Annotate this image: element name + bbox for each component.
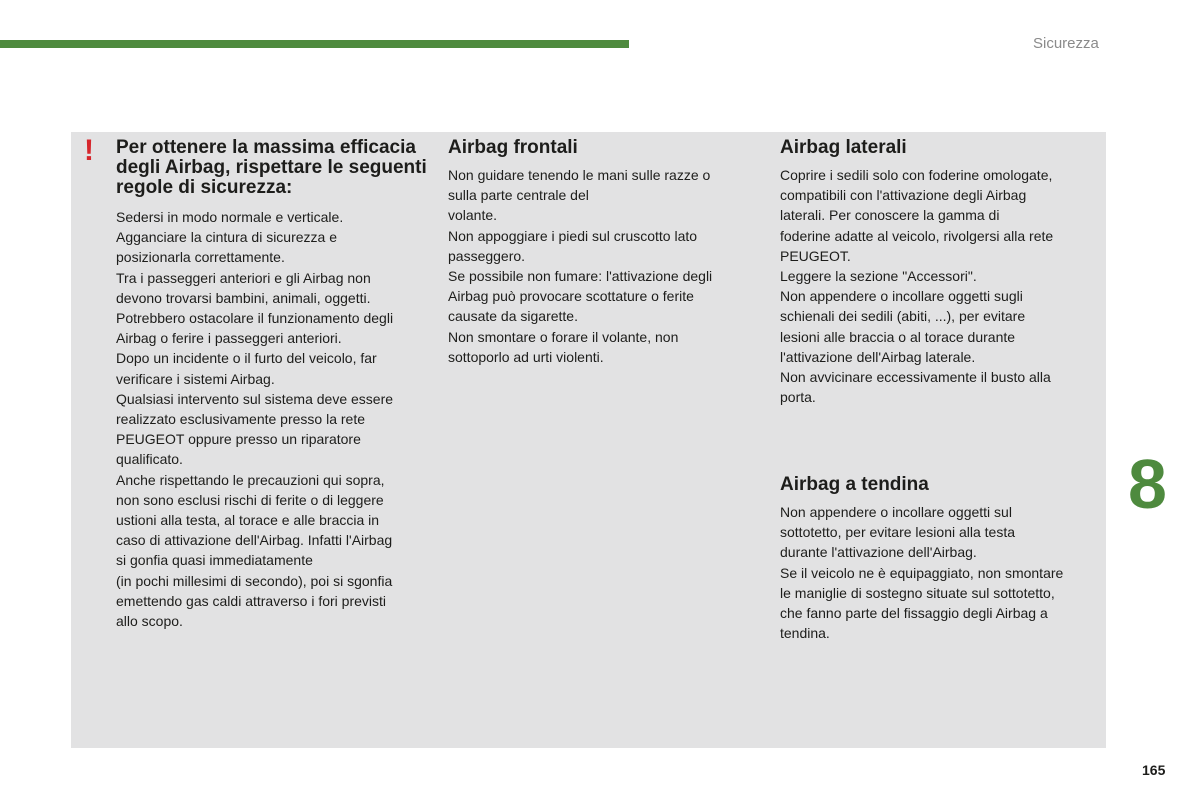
text-line: Non appendere o incollare oggetti sul <box>780 504 1012 520</box>
text-line: foderine adatte al veicolo, rivolgersi alla rete <box>780 227 1054 244</box>
text-line: realizzato esclusivamente presso la rete <box>116 411 366 428</box>
text-line: passeggero. <box>448 247 526 264</box>
text-line: Non appoggiare i piedi sul cruscotto lato <box>448 227 698 244</box>
text-line: ustioni alla testa, al torace e alle braccia in <box>116 512 380 529</box>
text-line: porta. <box>780 389 816 406</box>
text-line: non sono esclusi rischi di ferite o di leggere <box>116 491 384 508</box>
text-line: Non guidare tenendo le mani sulle razze o <box>448 167 711 183</box>
text-line: Non appendere o incollare oggetti sugli <box>780 288 1023 305</box>
header-accent-bar <box>0 40 629 48</box>
text-line: compatibili con l'attivazione degli Airbag <box>780 187 1027 204</box>
frontali-title: Airbag frontali <box>448 137 578 158</box>
text-line: devono trovarsi bambini, animali, oggetti. <box>116 289 371 306</box>
text-line: Airbag può provocare scottature o ferite <box>448 288 694 305</box>
text-line: l'attivazione dell'Airbag laterale. <box>780 348 976 365</box>
frontali-body <box>448 165 748 367</box>
text-line: che fanno parte del fissaggio degli Airbag a <box>780 605 1048 622</box>
laterali-body <box>780 165 1100 407</box>
warning-column <box>116 138 434 631</box>
text-line: sulla parte centrale del <box>448 187 589 204</box>
text-line: volante. <box>448 207 498 224</box>
text-line: (in pochi millesimi di secondo), poi si sgonfia <box>116 572 393 589</box>
text-line: Coprire i sedili solo con foderine omologate, <box>780 167 1053 183</box>
frontali-column <box>448 138 748 367</box>
text-line: Agganciare la cintura di sicurezza e <box>116 229 338 246</box>
text-line: Sedersi in modo normale e verticale. <box>116 209 344 225</box>
tendina-title: Airbag a tendina <box>780 474 929 495</box>
page-number: 165 <box>1142 762 1166 778</box>
text-line: Airbag o ferire i passeggeri anteriori. <box>116 330 342 347</box>
text-line: laterali. Per conoscere la gamma di <box>780 207 1000 224</box>
text-line: Dopo un incidente o il furto del veicolo, far <box>116 350 377 367</box>
text-line: Anche rispettando le precauzioni qui sopra, <box>116 471 385 488</box>
text-line: qualificato. <box>116 451 183 468</box>
text-line: Qualsiasi intervento sul sistema deve essere <box>116 390 394 407</box>
text-line: Potrebbero ostacolare il funzionamento degli <box>116 310 394 327</box>
text-line: Se il veicolo ne è equipaggiato, non smontare <box>780 564 1064 581</box>
text-line: allo scopo. <box>116 613 183 630</box>
text-line: le maniglie di sostegno situate sul sottotetto, <box>780 584 1055 601</box>
laterali-title: Airbag laterali <box>780 137 907 158</box>
tendina-body <box>780 502 1100 643</box>
text-line: verificare i sistemi Airbag. <box>116 370 275 387</box>
text-line: emettendo gas caldi attraverso i fori previsti <box>116 592 387 609</box>
text-line: caso di attivazione dell'Airbag. Infatti l'Airbag <box>116 532 393 549</box>
text-line: causate da sigarette. <box>448 308 578 325</box>
text-line: schienali dei sedili (abiti, ...), per evitare <box>780 308 1026 325</box>
laterali-column <box>780 138 1100 407</box>
text-line: sottoporlo ad urti violenti. <box>448 348 604 365</box>
text-line: Non smontare o forare il volante, non <box>448 328 679 345</box>
warning-title: Per ottenere la massima efficacia degli Airbag, rispettare le seguenti regole di sicurezza: <box>116 137 427 198</box>
text-line: lesioni alle braccia o al torace durante <box>780 328 1016 345</box>
section-title: Sicurezza <box>1033 35 1099 52</box>
text-line: si gonfia quasi immediatamente <box>116 552 313 569</box>
text-line: posizionarla correttamente. <box>116 249 285 266</box>
text-line: Tra i passeggeri anteriori e gli Airbag non <box>116 269 371 286</box>
chapter-number: 8 <box>1128 445 1167 523</box>
warning-icon: ! <box>84 134 94 167</box>
text-line: PEUGEOT. <box>780 247 851 264</box>
text-line: Leggere la sezione "Accessori". <box>780 268 977 285</box>
warning-body <box>116 207 434 631</box>
text-line: sottotetto, per evitare lesioni alla testa <box>780 524 1016 541</box>
text-line: durante l'attivazione dell'Airbag. <box>780 544 977 561</box>
text-line: tendina. <box>780 625 830 642</box>
text-line: Non avvicinare eccessivamente il busto alla <box>780 369 1051 386</box>
tendina-column <box>780 475 1100 643</box>
text-line: Se possibile non fumare: l'attivazione degli <box>448 268 713 285</box>
text-line: PEUGEOT oppure presso un riparatore <box>116 431 361 448</box>
